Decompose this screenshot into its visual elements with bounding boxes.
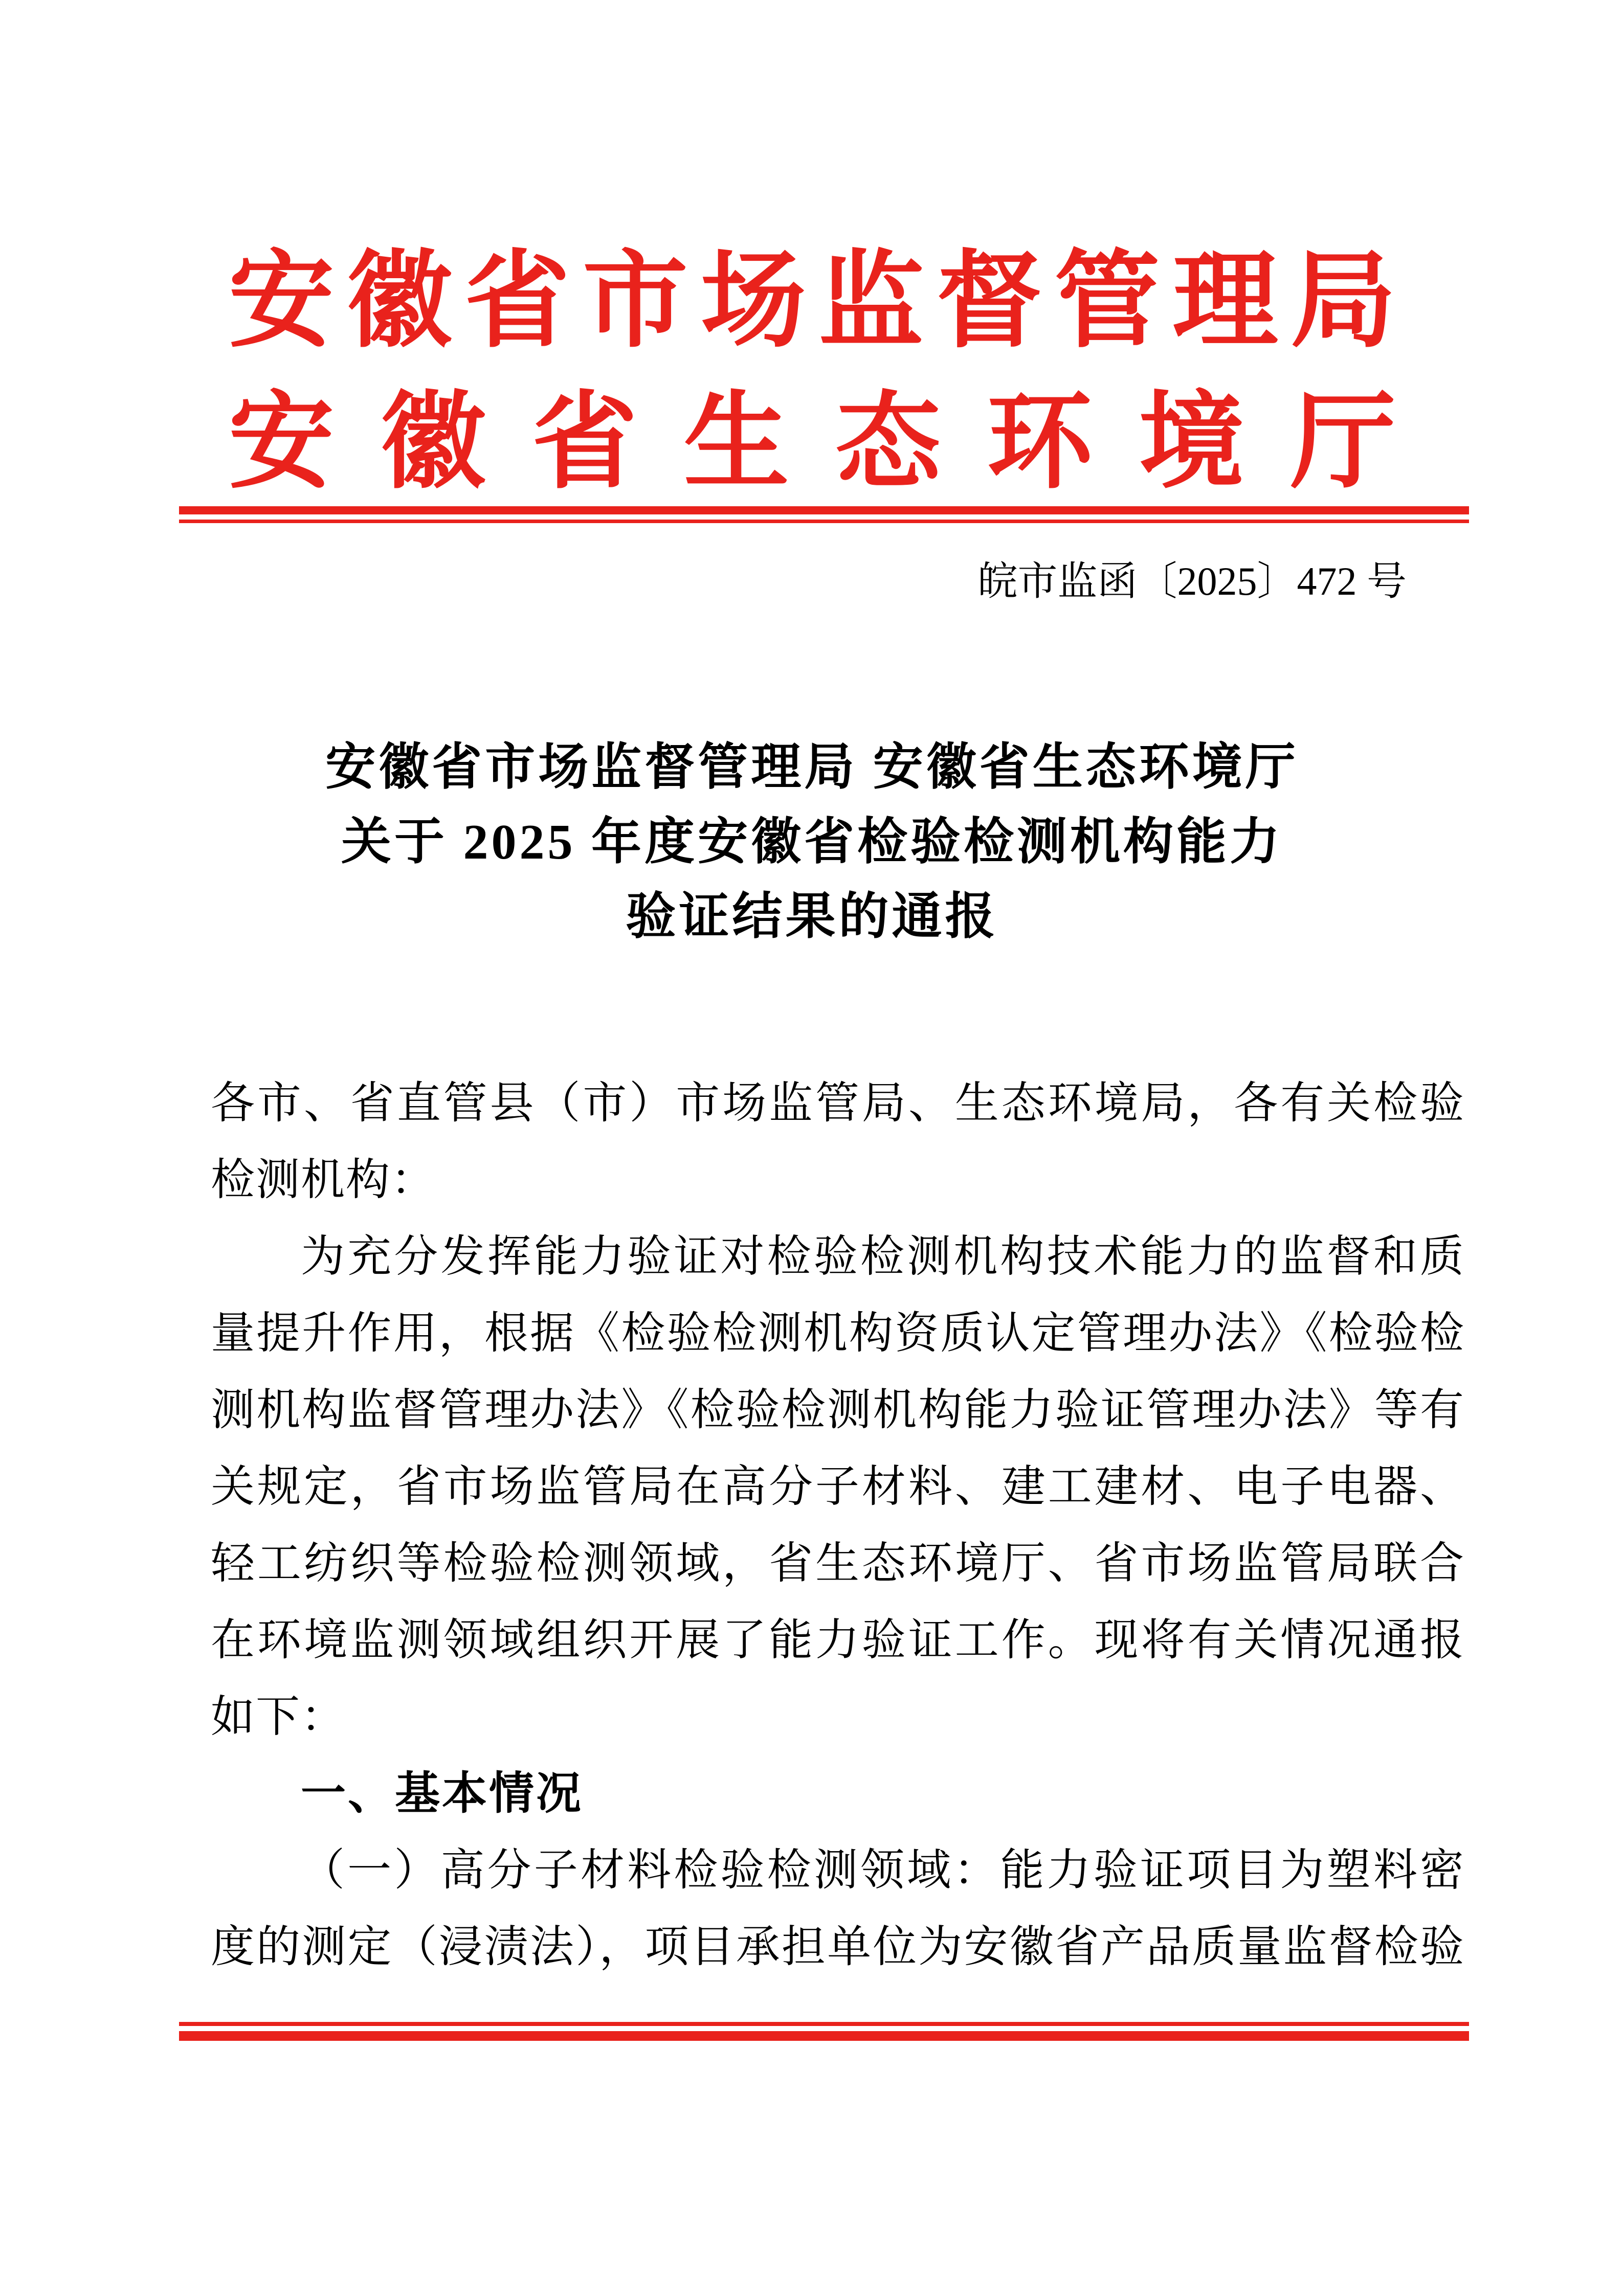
body-line: 在环境监测领域组织开展了能力验证工作。现将有关情况通报 xyxy=(211,1615,1465,1664)
body-line: 检测机构： xyxy=(211,1155,436,1204)
document-body xyxy=(211,1065,1465,1985)
document-title xyxy=(0,730,1624,954)
document-title-line2: 关于 2025 年度安徽省检验检测机构能力 xyxy=(341,815,1283,870)
letterhead-org-line1: 安徽省市场监督管理局 xyxy=(229,243,1396,360)
body-line: 关规定，省市场监管局在高分子材料、建工建材、电子电器、 xyxy=(211,1462,1465,1511)
letterhead xyxy=(229,231,1396,513)
body-line: （一）高分子材料检验检测领域：能力验证项目为塑料密 xyxy=(301,1845,1465,1895)
body-line: 度的测定（浸渍法），项目承担单位为安徽省产品质量监督检验 xyxy=(211,1922,1465,1971)
body-line: 为充分发挥能力验证对检验检测机构技术能力的监督和质 xyxy=(301,1232,1465,1281)
header-rule-thin xyxy=(179,520,1469,523)
header-rule-thick xyxy=(179,506,1469,514)
body-line: 测机构监督管理办法》《检验检测机构能力验证管理办法》等有 xyxy=(211,1385,1465,1434)
footer-rule-thin xyxy=(179,2022,1469,2026)
letterhead-org-line2: 安徽省生态环境厅 xyxy=(229,384,1396,501)
body-line: 如下： xyxy=(211,1692,346,1741)
body-line: 量提升作用，根据《检验检测机构资质认定管理办法》《检验检 xyxy=(211,1309,1465,1358)
document-title-line3: 验证结果的通报 xyxy=(626,889,998,944)
body-line: 轻工纺织等检验检测领域，省生态环境厅、省市场监管局联合 xyxy=(211,1539,1465,1588)
document-title-line1: 安徽省市场监督管理局 安徽省生态环境厅 xyxy=(325,740,1299,795)
document-number: 皖市监函〔2025〕472 号 xyxy=(977,559,1407,603)
footer-rule-thick xyxy=(179,2031,1469,2041)
body-line: 各市、省直管县（市）市场监管局、生态环境局，各有关检验 xyxy=(211,1078,1465,1128)
body-section-heading: 一、基本情况 xyxy=(301,1768,584,1818)
